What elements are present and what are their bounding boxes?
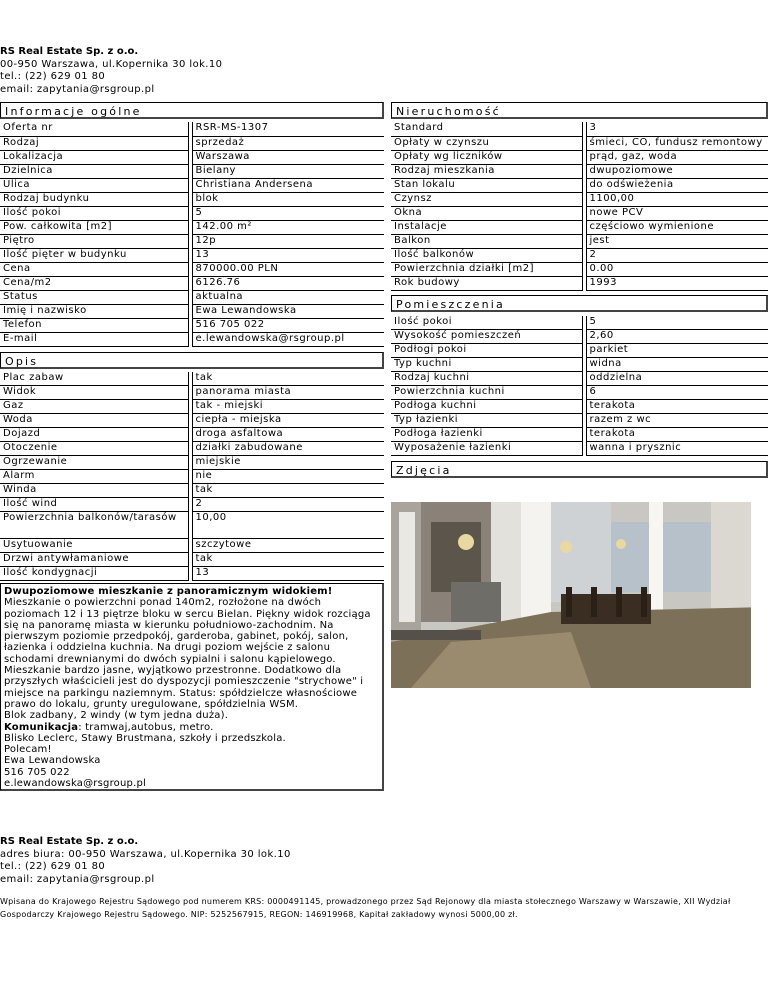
field-value: 1993 <box>586 276 768 290</box>
field-label: Piętro <box>0 234 188 248</box>
description-row <box>0 386 384 400</box>
field-label: Cena <box>0 262 188 276</box>
field-value: 0.00 <box>586 262 768 276</box>
description-nearby: Blisko Leclerc, Stawy Brustmana, szkoły i przedszkola. <box>4 732 286 744</box>
field-value: blok <box>192 192 384 206</box>
description-text <box>0 583 384 791</box>
field-value: śmieci, CO, fundusz remontowy <box>586 136 768 150</box>
general-row <box>0 304 384 318</box>
field-label: Plac zabaw <box>0 372 188 386</box>
company-footer <box>0 836 291 886</box>
agent-email: e.lewandowska@rsgroup.pl <box>4 778 146 790</box>
description-headline: Dwupoziomowe mieszkanie z panoramicznym widokiem! <box>4 586 333 597</box>
field-value: droga asfaltowa <box>192 428 384 442</box>
field-label: Ulica <box>0 178 188 192</box>
field-label: Cena/m2 <box>0 276 188 290</box>
rooms-row <box>391 372 768 386</box>
field-label: Opłaty w czynszu <box>391 136 582 150</box>
general-row <box>0 318 384 332</box>
field-label: Okna <box>391 206 582 220</box>
description-row <box>0 484 384 498</box>
field-value: RSR-MS-1307 <box>192 122 384 136</box>
field-value: 2 <box>586 248 768 262</box>
field-value: tak - miejski <box>192 400 384 414</box>
field-value: Bielany <box>192 164 384 178</box>
general-row <box>0 136 384 150</box>
field-value: ciepła - miejska <box>192 414 384 428</box>
rooms-row <box>391 400 768 414</box>
description-row <box>0 498 384 512</box>
section-general-header: Informacje ogólne <box>0 102 384 119</box>
field-value: 142.00 m² <box>192 220 384 234</box>
interior-photo-icon <box>391 502 768 688</box>
description-body: Mieszkanie o powierzchni ponad 140m2, rozłożone na dwóch poziomach 12 i 13 piętrze bloku w sercu Bielan. Piękny widok rozciąga się na panoramę miasta w kierunku południowo-zachodnim. Na pierwszym poziomie przedpokój, garderoba, gabinet, pokój, salon, łazienka i oddzielna kuchnia. Na drugi poziom wejście z salonu schodami drewnianymi do dwóch sypialni i salonu kąpielowego. Mieszkanie bardzo jasne, wyjątkowo przestronne. Dodatkowo dla przyszłych właścicieli jest do dyspozycji pomieszczenie "strychowe" i miejsce na parkingu naziemnym. Status: spółdzielcze własnościowe prawo do lokalu, grunty uregulowane, spółdzielnia WSM. <box>4 597 371 710</box>
field-label: Gaz <box>0 400 188 414</box>
field-label: Instalacje <box>391 220 582 234</box>
field-value: 6126.76 <box>192 276 384 290</box>
field-value: nowe PCV <box>586 206 768 220</box>
footer-company-name: RS Real Estate Sp. z o.o. <box>0 836 139 847</box>
field-value: oddzielna <box>586 372 768 386</box>
description-row <box>0 428 384 442</box>
field-label: Powierzchnia działki [m2] <box>391 262 582 276</box>
general-row <box>0 262 384 276</box>
general-row <box>0 332 384 346</box>
field-label: Ilość pięter w budynku <box>0 248 188 262</box>
field-label: Pow. całkowita [m2] <box>0 220 188 234</box>
general-row <box>0 290 384 304</box>
field-value: 13 <box>192 567 384 581</box>
rooms-row <box>391 316 768 330</box>
company-name: RS Real Estate Sp. z o.o. <box>0 46 139 57</box>
rooms-row <box>391 344 768 358</box>
description-row <box>0 512 384 539</box>
field-label: Ilość balkonów <box>391 248 582 262</box>
description-row <box>0 442 384 456</box>
property-row <box>391 150 768 164</box>
general-row <box>0 164 384 178</box>
field-label: Rodzaj budynku <box>0 192 188 206</box>
field-value: działki zabudowane <box>192 442 384 456</box>
rooms-row <box>391 414 768 428</box>
field-label: Usytuowanie <box>0 539 188 553</box>
field-value: 2,60 <box>586 330 768 344</box>
field-label: Typ kuchni <box>391 358 582 372</box>
field-value: nie <box>192 470 384 484</box>
company-address: 00-950 Warszawa, ul.Kopernika 30 lok.10 <box>0 58 223 70</box>
description-row <box>0 539 384 553</box>
field-value: 12p <box>192 234 384 248</box>
field-label: Drzwi antywłamaniowe <box>0 553 188 567</box>
field-label: Opłaty wg liczników <box>391 150 582 164</box>
field-value: terakota <box>586 400 768 414</box>
footer-phone: tel.: (22) 629 01 80 <box>0 861 106 872</box>
property-row <box>391 234 768 248</box>
field-value: widna <box>586 358 768 372</box>
field-value: e.lewandowska@rsgroup.pl <box>192 332 384 346</box>
field-value: częściowo wymienione <box>586 220 768 234</box>
general-row <box>0 150 384 164</box>
field-value: razem z wc <box>586 414 768 428</box>
description-row <box>0 470 384 484</box>
field-value: Warszawa <box>192 150 384 164</box>
footer-address: adres biura: 00-950 Warszawa, ul.Kopernika 30 lok.10 <box>0 848 291 860</box>
description-row <box>0 414 384 428</box>
field-value: 2 <box>192 498 384 512</box>
field-value: tak <box>192 372 384 386</box>
field-label: Ogrzewanie <box>0 456 188 470</box>
field-label: Podłogi pokoi <box>391 344 582 358</box>
field-label: Powierzchnia kuchni <box>391 386 582 400</box>
rooms-row <box>391 358 768 372</box>
field-value: 1100,00 <box>586 192 768 206</box>
description-row <box>0 553 384 567</box>
general-row <box>0 220 384 234</box>
company-header <box>0 46 222 96</box>
field-label: Rodzaj mieszkania <box>391 164 582 178</box>
transport-value: : tramwaj,autobus, metro. <box>78 721 214 733</box>
field-value: 870000.00 PLN <box>192 262 384 276</box>
field-value: wanna i prysznic <box>586 442 768 456</box>
field-label: Podłoga kuchni <box>391 400 582 414</box>
agent-phone: 516 705 022 <box>4 766 70 778</box>
field-label: Podłoga łazienki <box>391 428 582 442</box>
description-row <box>0 400 384 414</box>
field-label: E-mail <box>0 332 188 346</box>
general-row <box>0 206 384 220</box>
section-property-header: Nieruchomość <box>391 102 768 119</box>
description-closing: Polecam! <box>4 744 52 756</box>
field-label: Ilość pokoi <box>391 316 582 330</box>
company-phone: tel.: (22) 629 01 80 <box>0 71 106 82</box>
field-label: Imię i nazwisko <box>0 304 188 318</box>
property-row <box>391 248 768 262</box>
field-label: Ilość kondygnacji <box>0 567 188 581</box>
field-value: sprzedaż <box>192 136 384 150</box>
field-label: Wysokość pomieszczeń <box>391 330 582 344</box>
field-label: Wyposażenie łazienki <box>391 442 582 456</box>
field-label: Standard <box>391 122 582 136</box>
rooms-row <box>391 428 768 442</box>
field-label: Balkon <box>391 234 582 248</box>
field-value: prąd, gaz, woda <box>586 150 768 164</box>
description-table <box>0 372 384 582</box>
field-value: 516 705 022 <box>192 318 384 332</box>
field-value: Christiana Andersena <box>192 178 384 192</box>
description-transport <box>4 722 379 733</box>
field-value: terakota <box>586 428 768 442</box>
rooms-row <box>391 442 768 456</box>
field-label: Ilość wind <box>0 498 188 512</box>
left-column <box>0 102 384 791</box>
field-label: Oferta nr <box>0 122 188 136</box>
transport-label: Komunikacja <box>4 721 79 733</box>
rooms-row <box>391 330 768 344</box>
general-row <box>0 248 384 262</box>
field-value: panorama miasta <box>192 386 384 400</box>
field-value: aktualna <box>192 290 384 304</box>
field-label: Rok budowy <box>391 276 582 290</box>
field-label: Rodzaj kuchni <box>391 372 582 386</box>
field-value: 5 <box>586 316 768 330</box>
general-row <box>0 178 384 192</box>
field-label: Widok <box>0 386 188 400</box>
field-label: Telefon <box>0 318 188 332</box>
property-row <box>391 136 768 150</box>
field-value: szczytowe <box>192 539 384 553</box>
property-row <box>391 178 768 192</box>
company-email: email: zapytania@rsgroup.pl <box>0 83 155 95</box>
field-label: Dojazd <box>0 428 188 442</box>
description-row <box>0 456 384 470</box>
field-label: Stan lokalu <box>391 178 582 192</box>
field-label: Alarm <box>0 470 188 484</box>
property-row <box>391 220 768 234</box>
field-label: Lokalizacja <box>0 150 188 164</box>
general-row <box>0 192 384 206</box>
field-label: Powierzchnia balkonów/tarasów <box>0 512 188 539</box>
property-row <box>391 164 768 178</box>
field-label: Rodzaj <box>0 136 188 150</box>
field-label: Dzielnica <box>0 164 188 178</box>
field-label: Otoczenie <box>0 442 188 456</box>
description-elevator: Blok zadbany, 2 windy (w tym jedna duża). <box>4 710 229 722</box>
field-value: miejskie <box>192 456 384 470</box>
field-value: 5 <box>192 206 384 220</box>
field-label: Winda <box>0 484 188 498</box>
field-value: parkiet <box>586 344 768 358</box>
property-table <box>391 122 768 291</box>
section-photos-header: Zdjęcia <box>391 461 768 478</box>
field-label: Status <box>0 290 188 304</box>
field-value: do odświeżenia <box>586 178 768 192</box>
right-column <box>391 102 768 478</box>
section-description-header: Opis <box>0 352 384 369</box>
rooms-table <box>391 316 768 457</box>
field-label: Czynsz <box>391 192 582 206</box>
field-value: tak <box>192 484 384 498</box>
field-value: 3 <box>586 122 768 136</box>
general-row <box>0 122 384 136</box>
field-value: 6 <box>586 386 768 400</box>
field-label: Ilość pokoi <box>0 206 188 220</box>
field-value: tak <box>192 553 384 567</box>
general-row <box>0 276 384 290</box>
field-value: Ewa Lewandowska <box>192 304 384 318</box>
description-row <box>0 567 384 581</box>
field-value: 10,00 <box>192 512 384 539</box>
general-row <box>0 234 384 248</box>
agent-name: Ewa Lewandowska <box>4 755 101 767</box>
general-table <box>0 122 384 347</box>
property-row <box>391 122 768 136</box>
field-value: dwupoziomowe <box>586 164 768 178</box>
property-photo[interactable] <box>391 502 768 688</box>
property-row <box>391 206 768 220</box>
field-value: 13 <box>192 248 384 262</box>
field-label: Typ łazienki <box>391 414 582 428</box>
property-row <box>391 276 768 290</box>
field-value: jest <box>586 234 768 248</box>
description-row <box>0 372 384 386</box>
section-rooms-header: Pomieszczenia <box>391 295 768 312</box>
rooms-row <box>391 386 768 400</box>
footer-email: email: zapytania@rsgroup.pl <box>0 873 155 885</box>
property-row <box>391 262 768 276</box>
property-row <box>391 192 768 206</box>
legal-notice: Wpisana do Krajowego Rejestru Sądowego pod numerem KRS: 0000491145, prowadzonego przez Sąd Rejonowy dla miasta stołecznego Warszawy w Warszawie, XII Wydział Gospodarczy Krajowego Rejestru Sądowego. NIP: 5252567915, REGON: 146919968, Kapitał zakładowy wynosi 5000,00 zł. <box>0 897 731 919</box>
field-label: Woda <box>0 414 188 428</box>
